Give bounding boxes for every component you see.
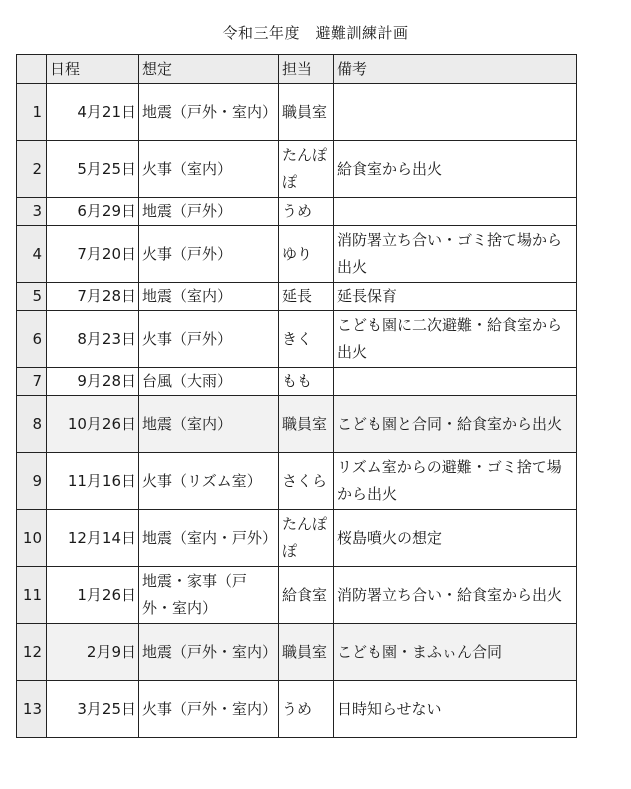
row-date: 6月29日 — [47, 198, 139, 226]
row-date: 11月16日 — [47, 453, 139, 510]
row-number: 2 — [17, 141, 47, 198]
row-date: 4月21日 — [47, 84, 139, 141]
row-date: 3月25日 — [47, 681, 139, 738]
row-notes: こども園に二次避難・給食室から出火 — [334, 311, 577, 368]
row-notes: 消防署立ち合い・給食室から出火 — [334, 567, 577, 624]
row-scenario: 地震（室内） — [139, 283, 279, 311]
row-notes — [334, 84, 577, 141]
table-row — [17, 141, 577, 198]
row-person: さくら — [279, 453, 334, 510]
row-number: 12 — [17, 624, 47, 681]
row-person: 延長 — [279, 283, 334, 311]
row-scenario: 火事（戸外） — [139, 311, 279, 368]
row-number: 3 — [17, 198, 47, 226]
row-person: ゆり — [279, 226, 334, 283]
row-scenario: 火事（戸外） — [139, 226, 279, 283]
row-scenario: 地震（室内） — [139, 396, 279, 453]
header-scenario: 想定 — [139, 55, 279, 84]
row-notes — [334, 368, 577, 396]
row-notes: 延長保育 — [334, 283, 577, 311]
row-scenario: 地震（戸外・室内） — [139, 84, 279, 141]
table-row — [17, 198, 577, 226]
row-person: たんぽぽ — [279, 141, 334, 198]
row-date: 12月14日 — [47, 510, 139, 567]
row-date: 1月26日 — [47, 567, 139, 624]
row-number: 4 — [17, 226, 47, 283]
header-notes: 備考 — [334, 55, 577, 84]
evacuation-drill-table — [16, 54, 577, 738]
table-row — [17, 226, 577, 283]
row-scenario: 地震・家事（戸外・室内） — [139, 567, 279, 624]
header-row — [17, 55, 577, 84]
row-number: 5 — [17, 283, 47, 311]
row-date: 2月9日 — [47, 624, 139, 681]
row-notes: リズム室からの避難・ゴミ捨て場から出火 — [334, 453, 577, 510]
row-person: たんぽぽ — [279, 510, 334, 567]
row-scenario: 地震（室内・戸外） — [139, 510, 279, 567]
row-scenario: 火事（室内） — [139, 141, 279, 198]
row-notes: こども園と合同・給食室から出火 — [334, 396, 577, 453]
row-number: 13 — [17, 681, 47, 738]
row-number: 10 — [17, 510, 47, 567]
row-scenario: 火事（リズム室） — [139, 453, 279, 510]
row-scenario: 地震（戸外・室内） — [139, 624, 279, 681]
table-row — [17, 510, 577, 567]
header-no — [17, 55, 47, 84]
row-notes — [334, 198, 577, 226]
row-notes: 日時知らせない — [334, 681, 577, 738]
table-row — [17, 368, 577, 396]
table-row — [17, 567, 577, 624]
row-date: 10月26日 — [47, 396, 139, 453]
row-scenario: 地震（戸外） — [139, 198, 279, 226]
row-person: 給食室 — [279, 567, 334, 624]
row-person: もも — [279, 368, 334, 396]
row-number: 6 — [17, 311, 47, 368]
row-person: きく — [279, 311, 334, 368]
row-date: 5月25日 — [47, 141, 139, 198]
header-person: 担当 — [279, 55, 334, 84]
row-date: 7月28日 — [47, 283, 139, 311]
row-date: 7月20日 — [47, 226, 139, 283]
row-person: 職員室 — [279, 396, 334, 453]
row-notes: 消防署立ち合い・ゴミ捨て場から出火 — [334, 226, 577, 283]
row-number: 11 — [17, 567, 47, 624]
row-scenario: 火事（戸外・室内） — [139, 681, 279, 738]
table-row — [17, 396, 577, 453]
row-number: 8 — [17, 396, 47, 453]
table-row — [17, 311, 577, 368]
row-notes: こども園・まふぃん合同 — [334, 624, 577, 681]
table-row — [17, 283, 577, 311]
header-date: 日程 — [47, 55, 139, 84]
row-person: 職員室 — [279, 84, 334, 141]
table-row — [17, 453, 577, 510]
row-number: 7 — [17, 368, 47, 396]
table-row — [17, 624, 577, 681]
table-row — [17, 84, 577, 141]
table-row — [17, 681, 577, 738]
row-scenario: 台風（大雨） — [139, 368, 279, 396]
row-number: 9 — [17, 453, 47, 510]
row-person: うめ — [279, 681, 334, 738]
row-date: 9月28日 — [47, 368, 139, 396]
row-notes: 給食室から出火 — [334, 141, 577, 198]
row-notes: 桜島噴火の想定 — [334, 510, 577, 567]
row-date: 8月23日 — [47, 311, 139, 368]
row-number: 1 — [17, 84, 47, 141]
page-title: 令和三年度 避難訓練計画 — [222, 24, 409, 42]
row-person: 職員室 — [279, 624, 334, 681]
row-person: うめ — [279, 198, 334, 226]
